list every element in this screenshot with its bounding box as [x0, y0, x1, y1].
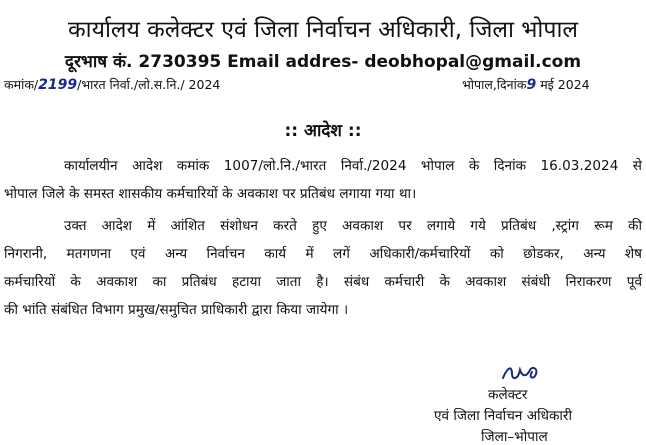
place-date-prefix: भोपाल,दिनांक — [462, 77, 527, 92]
reference-suffix: /भारत निर्वा./लो.स.नि./ 2024 — [77, 77, 221, 92]
paragraph-2-line: कर्मचारियों के अवकाश का प्रतिबंध हटाया जाता है। संबंध कर्मचारी के अवकाश संबंधी निराकरण पूर्व — [4, 274, 642, 290]
paragraph-2-line: उक्त आदेश में आंशित संशोधन करते हुए अवकाश पर लगाये गये प्रतिबंध ,स्ट्रांग रूम की — [64, 218, 642, 234]
paragraph-1 — [0, 152, 646, 208]
place-date — [462, 76, 590, 93]
office-title: कार्यालय कलेक्टर एवं जिला निर्वाचन अधिकारी, जिला भोपाल — [67, 17, 579, 43]
signatory-designation: एवं जिला निर्वाचन अधिकारी — [434, 408, 573, 424]
paragraph-2-line: निगरानी, मतगणना एवं अन्य निर्वाचन कार्य में लगें अधिकारी/कर्मचारियों को छोडकर, अन्य शेष — [4, 246, 642, 262]
month-year: मई 2024 — [540, 77, 590, 92]
reference-prefix: कमांक — [4, 77, 34, 92]
reference-number: कमांक/2199/भारत निर्वा./लो.स.नि./ 2024 — [4, 77, 221, 93]
handwritten-signature — [500, 362, 546, 384]
handwritten-day: 9 — [526, 77, 537, 93]
contact-line: दूरभाष कं. 2730395 Email addres- deobhopal@gmail.com — [64, 52, 582, 72]
paragraph-2 — [0, 212, 646, 324]
signatory-title: कलेक्टर — [488, 387, 528, 403]
order-heading: :: आदेश :: — [284, 121, 362, 141]
paragraph-2-line: की भांति संबंधित विभाग प्रमुख/समुचित प्राधिकारी द्वारा किया जायेगा । — [4, 302, 349, 318]
paragraph-1-line: कार्यालयीन आदेश कमांक 1007/लो.नि./भारत निर्वा./2024 भोपाल के दिनांक 16.03.2024 से — [64, 158, 642, 174]
handwritten-reference-number: 2199 — [38, 77, 78, 93]
signatory-district: जिला–भोपाल — [481, 429, 548, 445]
paragraph-1-line: भोपाल जिले के समस्त शासकीय कर्मचारियों के अवकाश पर प्रतिबंध लगाया गया था। — [4, 186, 417, 202]
